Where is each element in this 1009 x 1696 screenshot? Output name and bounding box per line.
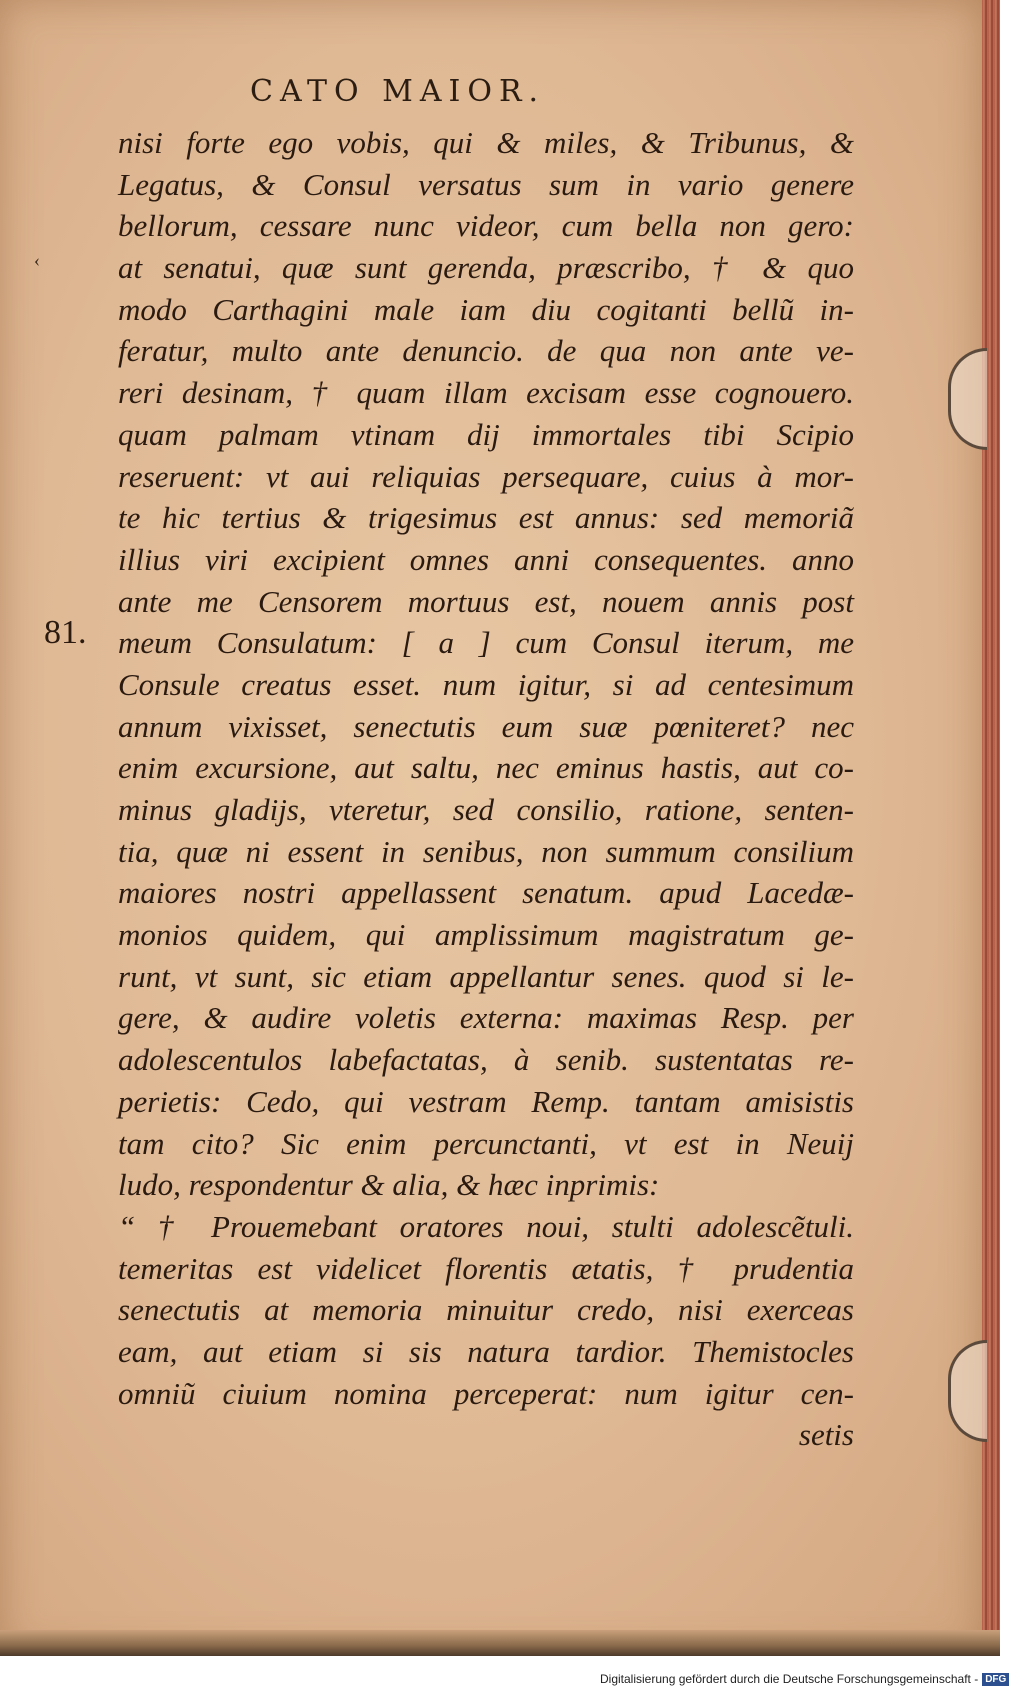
text-line: eam, aut etiam si sis natura tardior. Themistocles	[118, 1333, 854, 1369]
text-line: meum Consulatum: [ a ] cum Consul iterum, me	[118, 625, 854, 661]
text-line: gere, & audire voletis externa: maximas Resp. per	[118, 1000, 854, 1036]
credit-text: Digitalisierung gefördert durch die Deutsche Forschungsgemeinschaft -	[600, 1672, 979, 1686]
text-line: ante me Censorem mortuus est, nouem annis post	[118, 583, 854, 619]
text-line: enim excursione, aut saltu, nec eminus hastis, aut co-	[118, 750, 854, 786]
text-line: ludo, respondentur & alia, & hæc inprimis:	[118, 1167, 660, 1203]
text-line: Legatus, & Consul versatus sum in vario genere	[118, 166, 854, 202]
text-line: tia, quæ ni essent in senibus, non summum consilium	[118, 833, 854, 869]
catchword: setis	[798, 1417, 854, 1453]
text-line: modo Carthagini male iam diu cogitanti bellũ in-	[118, 291, 854, 327]
text-line: minus gladijs, vteretur, sed consilio, ratione, senten-	[118, 792, 854, 827]
text-line: omniũ ciuium nomina perceperat: num igitur cen-	[118, 1375, 854, 1411]
body-text	[118, 122, 854, 1456]
text-line: reseruent: vt aui reliquias persequare, cuius à mor-	[118, 458, 854, 494]
text-line: bellorum, cessare nunc videor, cum bella non gero:	[118, 208, 854, 244]
text-line: reri desinam, † quam illam excisam esse cognouero.	[118, 375, 854, 411]
text-line: illius viri excipient omnes anni consequentes. anno	[118, 541, 854, 577]
running-header: CATO MAIOR.	[250, 74, 546, 109]
page-bottom-edge	[0, 1630, 1000, 1656]
margin-mark: ‹	[34, 250, 40, 270]
text-line: temeritas est videlicet florentis ætatis, † prudentia	[118, 1250, 854, 1286]
margin-number: 81.	[44, 614, 87, 651]
text-line: maiores nostri appellassent senatum. apud Lacedæ-	[118, 875, 854, 911]
text-line: quam palmam vtinam dij immortales tibi Scipio	[118, 416, 854, 452]
text-line: monios quidem, qui amplissimum magistratum ge-	[118, 917, 854, 953]
text-line: nisi forte ego vobis, qui & miles, & Tribunus, &	[118, 125, 854, 160]
text-line: adolescentulos labefactatas, à senib. sustentatas re-	[118, 1042, 854, 1078]
text-line: at senatui, quæ sunt gerenda, præscribo, † & quo	[118, 250, 854, 286]
text-line: runt, vt sunt, sic etiam appellantur senes. quod si le-	[118, 958, 854, 994]
text-line: perietis: Cedo, qui vestram Remp. tantam amisistis	[118, 1083, 854, 1119]
dfg-logo: DFG	[982, 1673, 1009, 1686]
text-line: Consule creatus esset. num igitur, si ad centesimum	[118, 666, 854, 702]
text-line: tam cito? Sic enim percunctanti, vt est in Neuij	[118, 1125, 854, 1161]
digitization-credit	[600, 1672, 1009, 1686]
text-line: “ † Prouemebant oratores noui, stulti adolescẽtuli.	[118, 1208, 854, 1244]
text-line: te hic tertius & trigesimus est annus: sed memoriã	[118, 500, 854, 536]
text-line: senectutis at memoria minuitur credo, nisi exerceas	[118, 1292, 854, 1328]
text-line: annum vixisset, senectutis eum suæ pœniteret? nec	[118, 708, 854, 744]
text-line: feratur, multo ante denuncio. de qua non ante ve-	[118, 333, 854, 369]
